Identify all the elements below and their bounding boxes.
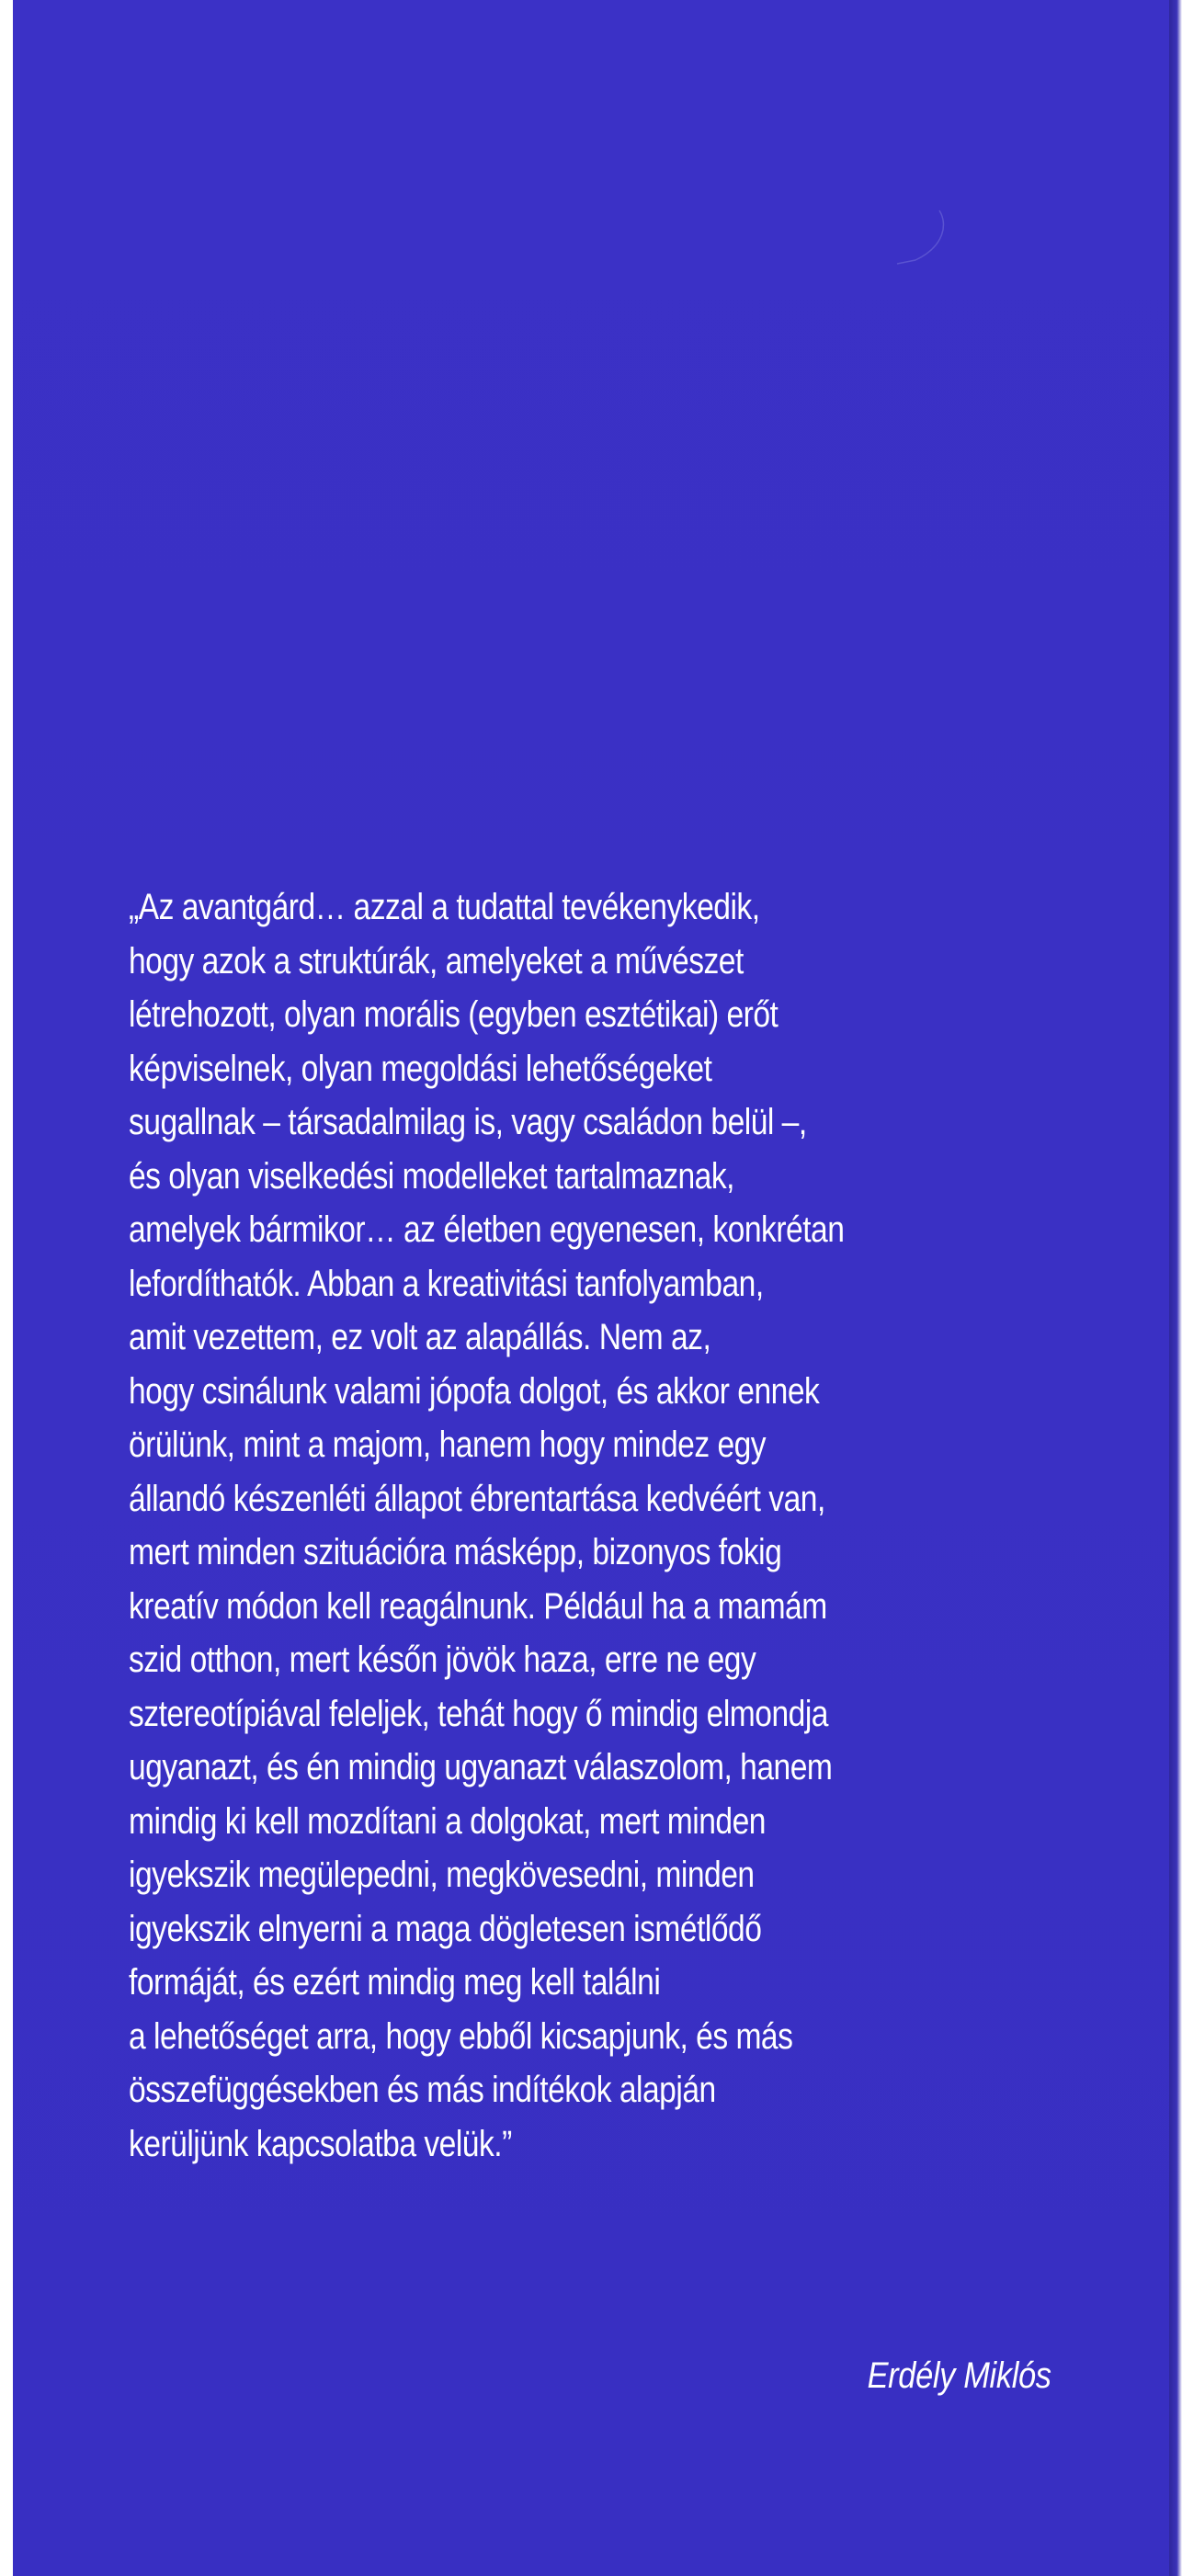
quote-line: hogy csinálunk valami jópofa dolgot, és akkor ennek	[129, 1370, 820, 1412]
page-edge	[1169, 0, 1182, 2576]
quote-line: és olyan viselkedési modelleket tartalmaznak,	[129, 1155, 734, 1197]
quote-line: amit vezettem, ez volt az alapállás. Nem az,	[129, 1317, 711, 1357]
quote-line: sugallnak – társadalmilag is, vagy családon belül –,	[129, 1102, 807, 1142]
quote-line: lefordíthatók. Abban a kreativitási tanfolyamban,	[129, 1263, 764, 1304]
quote-line: mert minden szituációra másképp, bizonyos fokig	[129, 1532, 782, 1572]
quote-line: „Az avantgárd… azzal a tudattal tevékenykedik,	[129, 887, 760, 927]
quote-line: kerüljünk kapcsolatba velük.”	[129, 2123, 512, 2164]
quote-line: mindig ki kell mozdítani a dolgokat, mert minden	[129, 1800, 766, 1842]
quote-line: hogy azok a struktúrák, amelyeket a művészet	[129, 940, 744, 982]
quote-line: ugyanazt, és én mindig ugyanazt válaszolom, hanem	[129, 1747, 833, 1787]
quote-line: szid otthon, mert későn jövök haza, erre ne egy	[129, 1640, 756, 1680]
quote-line: örülünk, mint a majom, hanem hogy mindez egy	[129, 1424, 767, 1465]
quote-line: igyekszik megülepedni, megkövesedni, minden	[129, 1855, 755, 1895]
quote-author: Erdély Miklós	[867, 2355, 1051, 2396]
quote-line: kreatív módon kell reagálnunk. Például ha a mamám	[129, 1585, 827, 1627]
quote-line: létrehozott, olyan morális (egyben esztétikai) erőt	[129, 994, 779, 1035]
quote-line: formáját, és ezért mindig meg kell találni	[129, 1962, 661, 2003]
quote-line: képviselnek, olyan megoldási lehetőségeket	[129, 1048, 712, 1089]
quote-line: igyekszik elnyerni a maga dögletesen ismétlődő	[129, 1908, 762, 1949]
scratch-mark	[895, 207, 950, 271]
quote-line: amelyek bármikor… az életben egyenesen, konkrétan	[129, 1209, 845, 1250]
quote-line: összefüggésekben és más indítékok alapján	[129, 2070, 716, 2110]
quote-text	[129, 880, 1048, 2171]
quote-line: állandó készenléti állapot ébrentartása kedvéért van,	[129, 1478, 825, 1519]
quote-line: sztereotípiával feleljek, tehát hogy ő mindig elmondja	[129, 1693, 828, 1734]
quote-line: a lehetőséget arra, hogy ebből kicsapjunk, és más	[129, 2015, 793, 2057]
